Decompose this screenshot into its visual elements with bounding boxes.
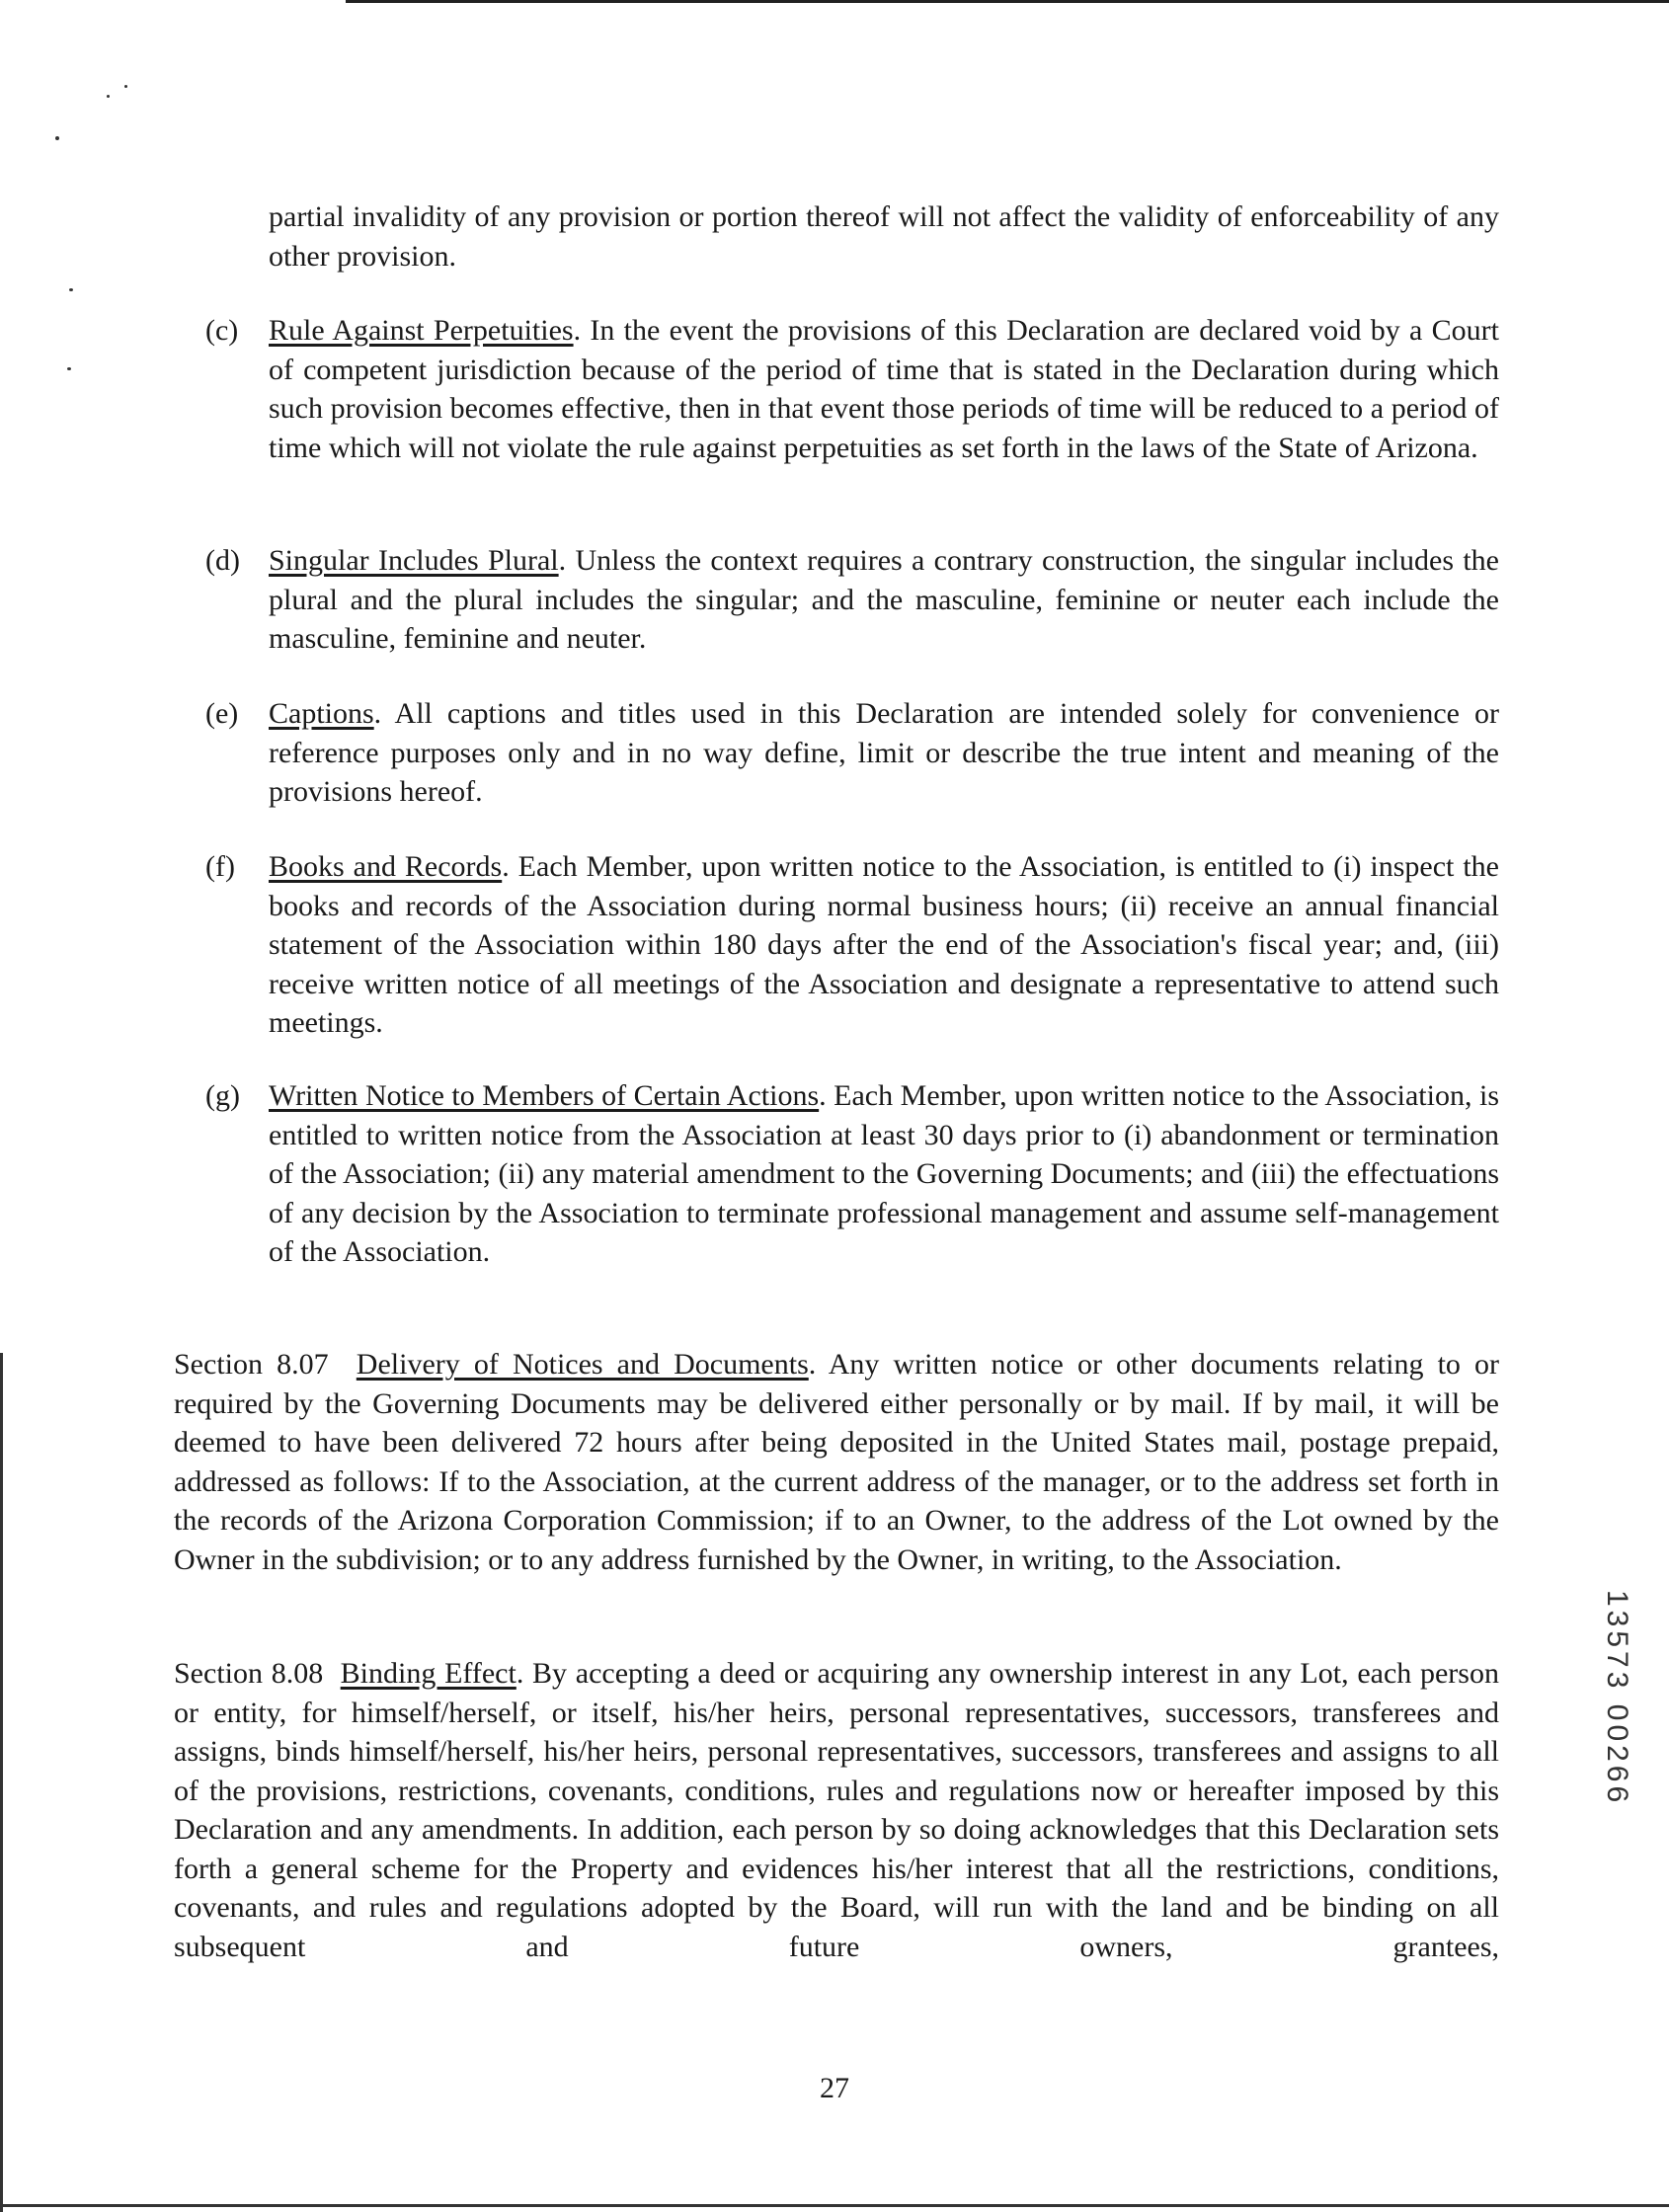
page-number: 27 [820,2072,849,2104]
item-f-heading: Books and Records [269,850,503,883]
item-d-heading: Singular Includes Plural [269,544,559,577]
item-c-paragraph [269,311,1499,467]
section-8-07-heading: Delivery of Notices and Documents [356,1348,809,1381]
recording-number-stamp: 13573 00266 [1601,1590,1633,1807]
item-f-label: (f) [205,850,235,883]
item-d-body: . Unless the context requires a contrary construction, the singular includes the plural and the plural includes the singular; and the masculine, feminine or neuter each include the masculine, feminine and neuter. [269,544,1500,655]
scan-speck [69,288,73,291]
bottom-scan-border [0,2204,1669,2207]
section-8-07-paragraph [174,1345,1499,1579]
item-f-paragraph [269,847,1499,1043]
item-e-paragraph [269,694,1499,812]
item-e-label: (e) [205,697,239,730]
item-d-label: (d) [205,544,240,577]
item-d-paragraph [269,541,1499,659]
item-f-body: . Each Member, upon written notice to the Association, is entitled to (i) inspect the books and records of the Association during normal business hours; (ii) receive an annual financial statement of the Association within 180 days after the end of the Association's fiscal year; and, (iii) receive written notice of all meetings of the Association and designate a representative to attend such meetings. [269,850,1499,1039]
item-g-paragraph [269,1076,1499,1272]
item-c-body: . In the event the provisions of this Declaration are declared void by a Court of competent jurisdiction because of the period of time that is stated in the Declaration during which such provision becomes effective, then in that event those periods of time will be reduced to a period of time which will not violate the rule against perpetuities as set forth in the laws of the State of Arizona. [269,314,1500,464]
scan-speck [107,95,110,98]
scan-speck [124,85,127,88]
scan-speck [67,367,71,370]
section-8-07-body: . Any written notice or other documents relating to or required by the Governing Documents may be delivered either personally or by mail. If by mail, it will be deemed to have been delivered 72 hours after being deposited in the United States mail, postage prepaid, addressed as follows: If to the Association, at the current address of the manager, or to the address set forth in the records of the Arizona Corporation Commission; if to an Owner, to the address of the Lot owned by the Owner in the subdivision; or to any address furnished by the Owner, in writing, to the Association. [174,1348,1499,1576]
scan-speck [55,136,59,140]
item-g-body: . Each Member, upon written notice to the Association, is entitled to written notice from the Association at least 30 days prior to (i) abandonment or termination of the Association; (ii) any material amendment to the Governing Documents; and (iii) the effectuations of any decision by the Association to terminate professional management and assume self-management of the Association. [269,1079,1499,1268]
continuation-paragraph: partial invalidity of any provision or portion thereof will not affect the validity of enforceability of any other provision. [269,200,1499,273]
item-e-heading: Captions [269,697,374,730]
item-e-body: . All captions and titles used in this Declaration are intended solely for convenience or reference purposes only and in no way define, limit or describe the true intent and meaning of the provisions hereof. [269,697,1499,808]
section-8-08-paragraph [174,1654,1499,1966]
item-g-heading: Written Notice to Members of Certain Actions [269,1079,820,1112]
section-8-07-number: Section 8.07 [174,1348,329,1381]
item-c-label: (c) [205,314,239,347]
item-c-heading: Rule Against Perpetuities [269,314,574,347]
item-g-label: (g) [205,1079,240,1112]
section-8-08-heading: Binding Effect [340,1657,517,1690]
top-scan-border [346,0,1669,3]
section-8-08-number: Section 8.08 [174,1657,324,1690]
section-8-08-body: . By accepting a deed or acquiring any ownership interest in any Lot, each person or entity, for himself/herself, or itself, his/her heirs, personal representatives, successors, transferees and assigns, binds himself/herself, his/her heirs, personal representatives, successors, transferees and assigns to all of the provisions, restrictions, covenants, conditions, rules and regulations now or hereafter imposed by this Declaration and any amendments. In addition, each person by so doing acknowledges that this Declaration sets forth a general scheme for the Property and evidences his/her interest that all the restrictions, conditions, covenants, and rules and regulations adopted by the Board, will run with the land and be binding on all subsequent and future owners, grantees, [174,1657,1499,1963]
